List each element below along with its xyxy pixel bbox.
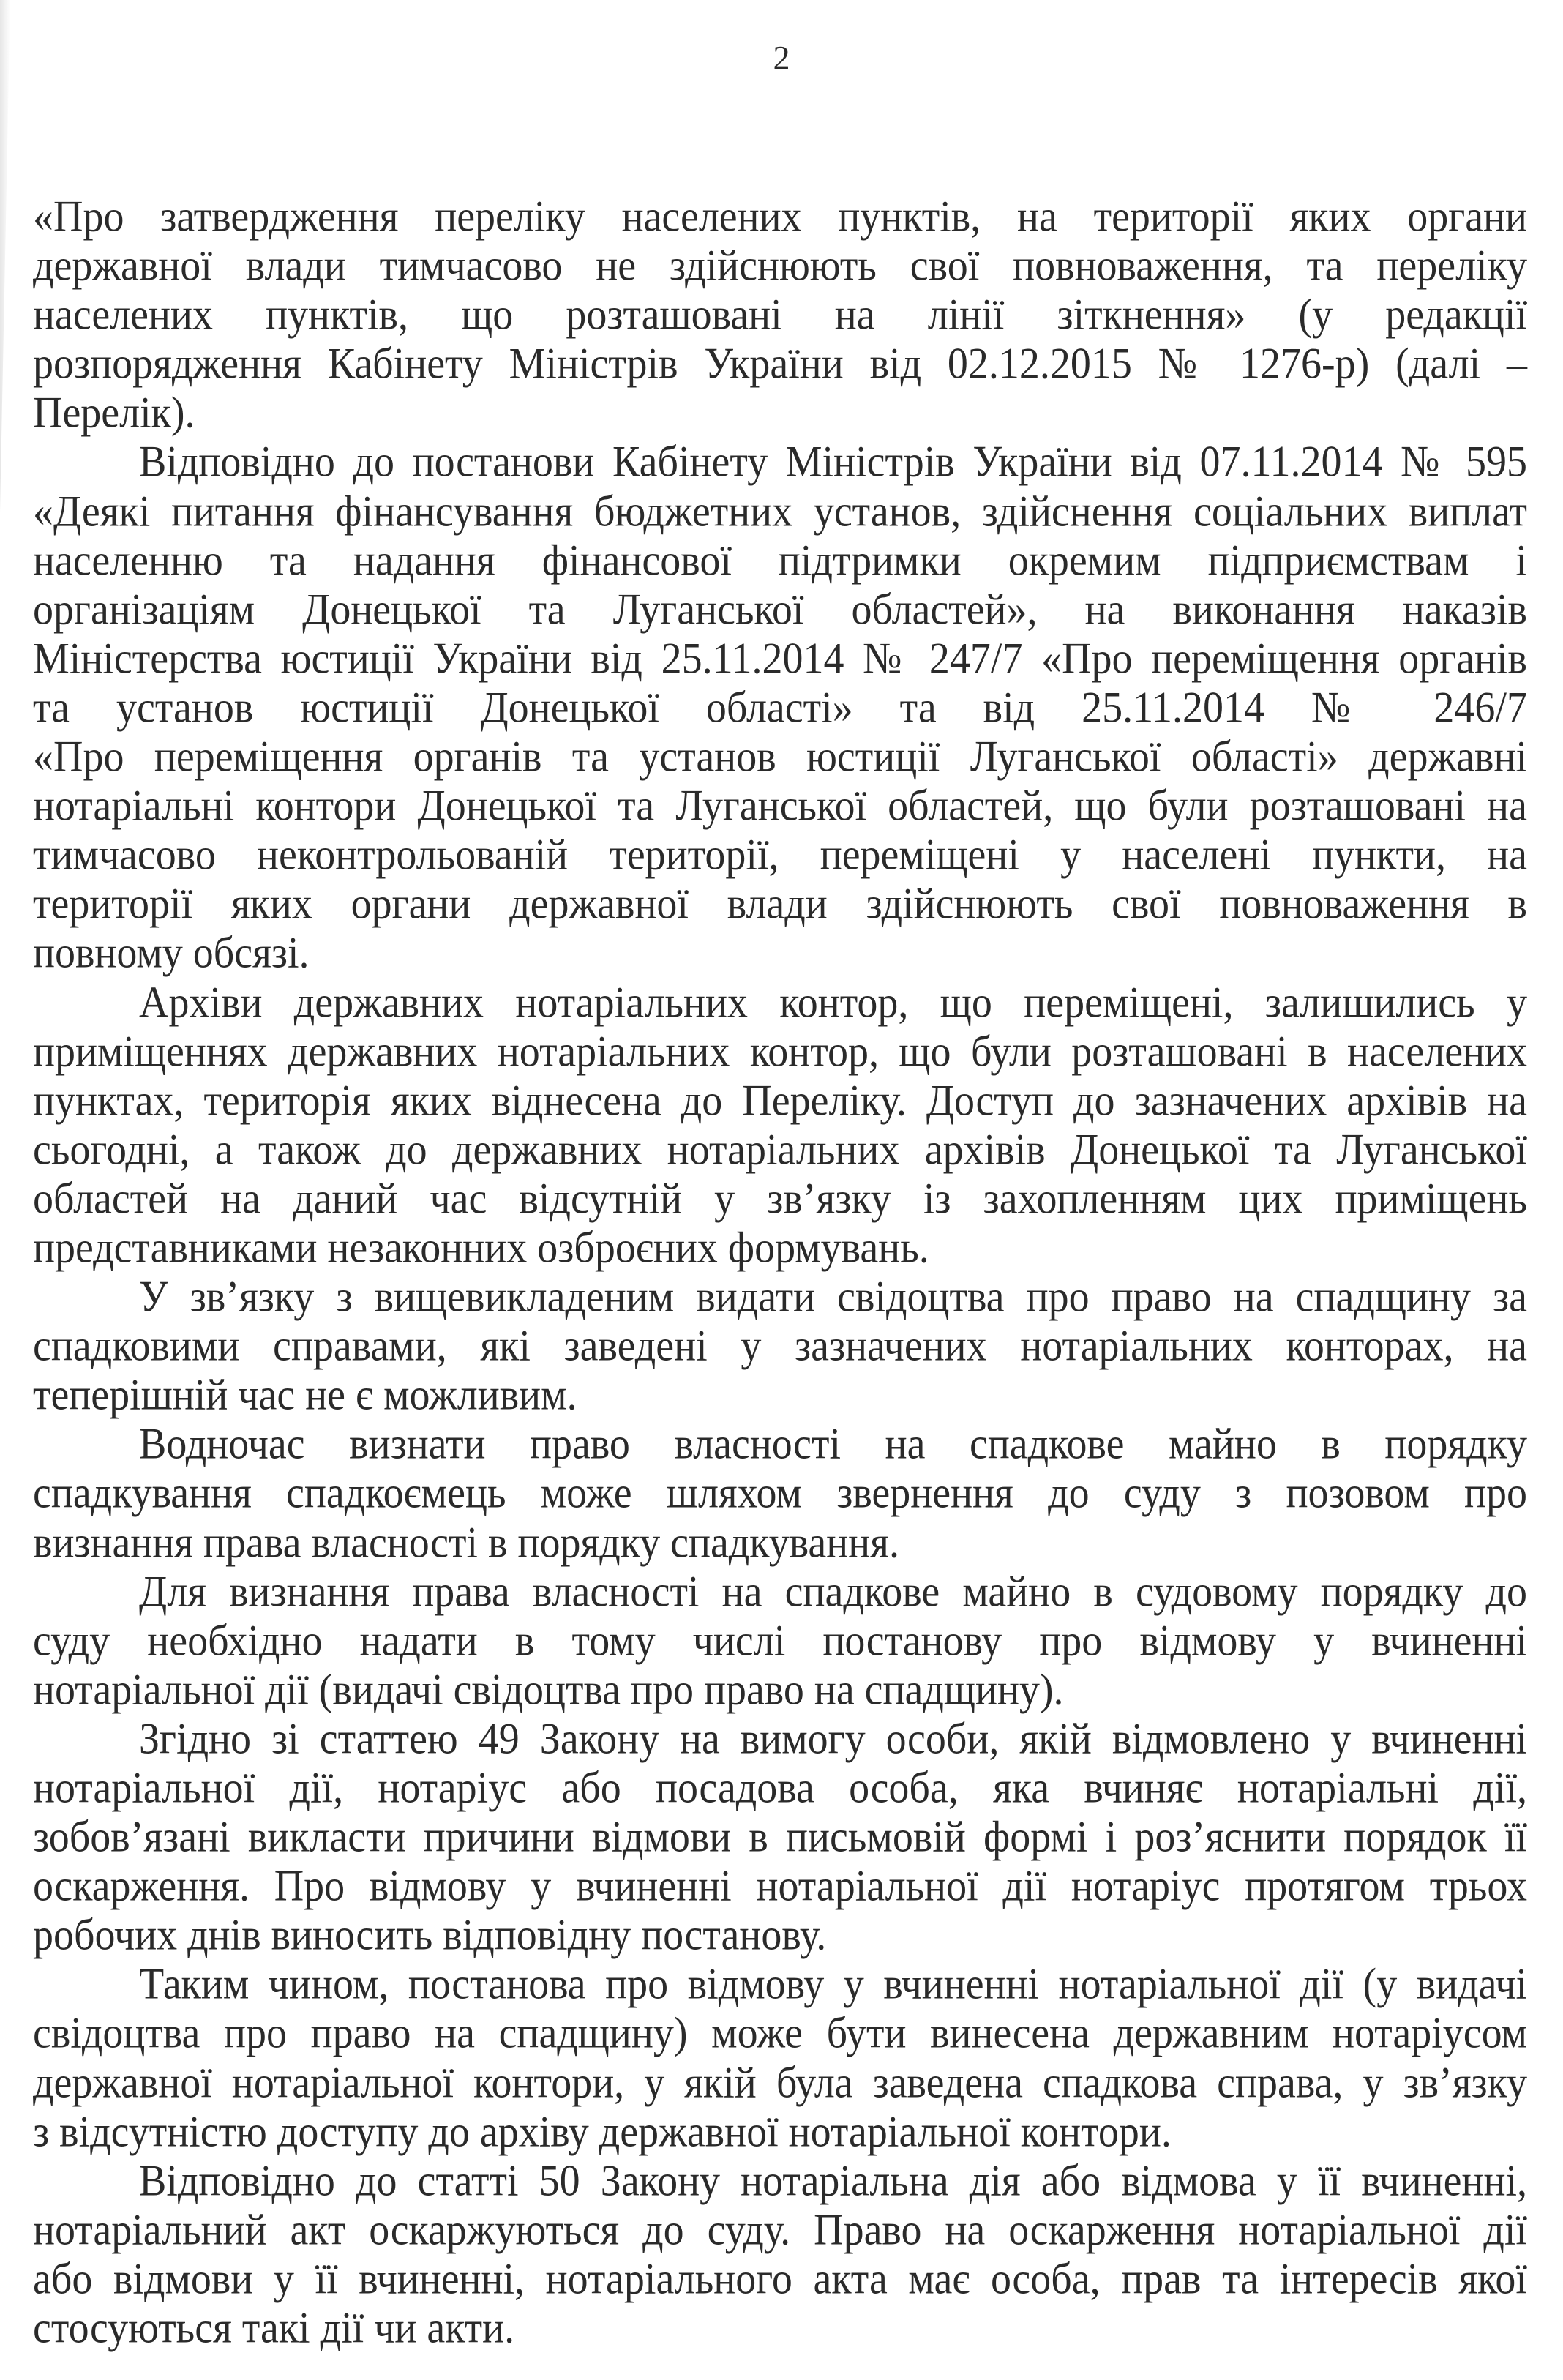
text-line: Згідно зі статтею 49 Закону на вимогу особи, якій відмовлено у вчиненні xyxy=(139,1714,1527,1764)
text-line: повному обсязі. xyxy=(33,928,310,978)
text-line: оскарження. Про відмову у вчиненні нотаріальної дії нотаріус протягом трьох xyxy=(33,1861,1527,1911)
text-line: населених пунктів, що розташовані на лінії зіткнення» (у редакції xyxy=(33,290,1527,340)
paragraph xyxy=(33,1715,1527,1960)
text-line: Таким чином, постанова про відмову у вчиненні нотаріальної дії (у видачі xyxy=(139,1959,1527,2009)
paragraph xyxy=(33,1568,1527,1715)
text-line: суду необхідно надати в тому числі постанову про відмову у вчиненні xyxy=(33,1616,1527,1666)
paragraph xyxy=(33,1960,1527,2156)
text-line: Відповідно до постанови Кабінету Міністрів України від 07.11.2014 № 595 xyxy=(139,437,1527,487)
text-line: «Деякі питання фінансування бюджетних установ, здійснення соціальних виплат xyxy=(33,487,1527,536)
paragraph xyxy=(33,1273,1527,1420)
text-line: державної нотаріальної контори, у якій була заведена спадкова справа, у зв’язку xyxy=(33,2058,1527,2107)
paragraph xyxy=(33,978,1527,1273)
text-line: Перелік). xyxy=(33,388,195,438)
text-line: державної влади тимчасово не здійснюють свої повноваження, та переліку xyxy=(33,241,1527,291)
text-line: та установ юстиції Донецької області» та від 25.11.2014 № 246/7 xyxy=(33,683,1527,733)
text-line: розпорядження Кабінету Міністрів України від 02.12.2015 № 1276-р) (далі – xyxy=(33,339,1527,389)
text-line: спадкування спадкоємець може шляхом звернення до суду з позовом про xyxy=(33,1468,1527,1518)
paragraph xyxy=(33,438,1527,978)
text-line: або відмови у її вчиненні, нотаріального акта має особа, прав та інтересів якої xyxy=(33,2254,1527,2304)
paragraph xyxy=(33,2157,1527,2353)
paragraph xyxy=(33,1420,1527,1567)
text-line: «Про переміщення органів та установ юстиції Луганської області» державні xyxy=(33,732,1527,782)
text-line: Міністерства юстиції України від 25.11.2014 № 247/7 «Про переміщення органів xyxy=(33,634,1527,684)
scan-edge-shadow xyxy=(0,0,10,512)
text-line: тимчасово неконтрольованій території, переміщені у населені пункти, на xyxy=(33,830,1527,880)
text-line: зобов’язані викласти причини відмови в письмовій формі і роз’яснити порядок її xyxy=(33,1812,1527,1862)
text-line: сьогодні, а також до державних нотаріальних архівів Донецької та Луганської xyxy=(33,1125,1527,1175)
text-line: спадковими справами, які заведені у зазначених нотаріальних конторах, на xyxy=(33,1321,1527,1371)
text-line: «Про затвердження переліку населених пунктів, на території яких органи xyxy=(33,192,1527,242)
text-line: Відповідно до статті 50 Закону нотаріальна дія або відмова у її вчиненні, xyxy=(139,2156,1527,2206)
text-line: визнання права власності в порядку спадкування. xyxy=(33,1518,899,1567)
text-line: свідоцтва про право на спадщину) може бути винесена державним нотаріусом xyxy=(33,2008,1527,2058)
text-line: з відсутністю доступу до архіву державної нотаріальної контори. xyxy=(33,2107,1172,2157)
text-line: населенню та надання фінансової підтримки окремим підприємствам і xyxy=(33,536,1527,585)
text-line: Водночас визнати право власності на спадкове майно в порядку xyxy=(139,1419,1527,1469)
document-body xyxy=(33,192,1527,2353)
text-line: нотаріальної дії, нотаріус або посадова особа, яка вчиняє нотаріальні дії, xyxy=(33,1763,1527,1813)
text-line: нотаріальні контори Донецької та Луганської областей, що були розташовані на xyxy=(33,781,1527,831)
text-line: організаціям Донецької та Луганської областей», на виконання наказів xyxy=(33,585,1527,635)
text-line: нотаріальний акт оскаржуються до суду. Право на оскарження нотаріальної дії xyxy=(33,2205,1527,2255)
text-line: приміщеннях державних нотаріальних контор, що були розташовані в населених xyxy=(33,1027,1527,1077)
page-number: 2 xyxy=(773,39,790,76)
text-line: Для визнання права власності на спадкове майно в судовому порядку до xyxy=(139,1567,1527,1617)
text-line: робочих днів виносить відповідну постанову. xyxy=(33,1910,827,1960)
text-line: У зв’язку з вищевикладеним видати свідоцтва про право на спадщину за xyxy=(139,1272,1527,1322)
text-line: стосуються такі дії чи акти. xyxy=(33,2303,515,2353)
text-line: теперішній час не є можливим. xyxy=(33,1370,577,1420)
text-line: території яких органи державної влади здійснюють свої повноваження в xyxy=(33,879,1527,929)
text-line: областей на даний час відсутній у зв’язку із захопленням цих приміщень xyxy=(33,1174,1527,1224)
paragraph xyxy=(33,192,1527,438)
text-line: пунктах, територія яких віднесена до Переліку. Доступ до зазначених архівів на xyxy=(33,1076,1527,1126)
text-line: представниками незаконних озброєних формувань. xyxy=(33,1223,929,1273)
text-line: нотаріальної дії (видачі свідоцтва про право на спадщину). xyxy=(33,1665,1064,1715)
text-line: Архіви державних нотаріальних контор, що переміщені, залишились у xyxy=(139,977,1527,1027)
